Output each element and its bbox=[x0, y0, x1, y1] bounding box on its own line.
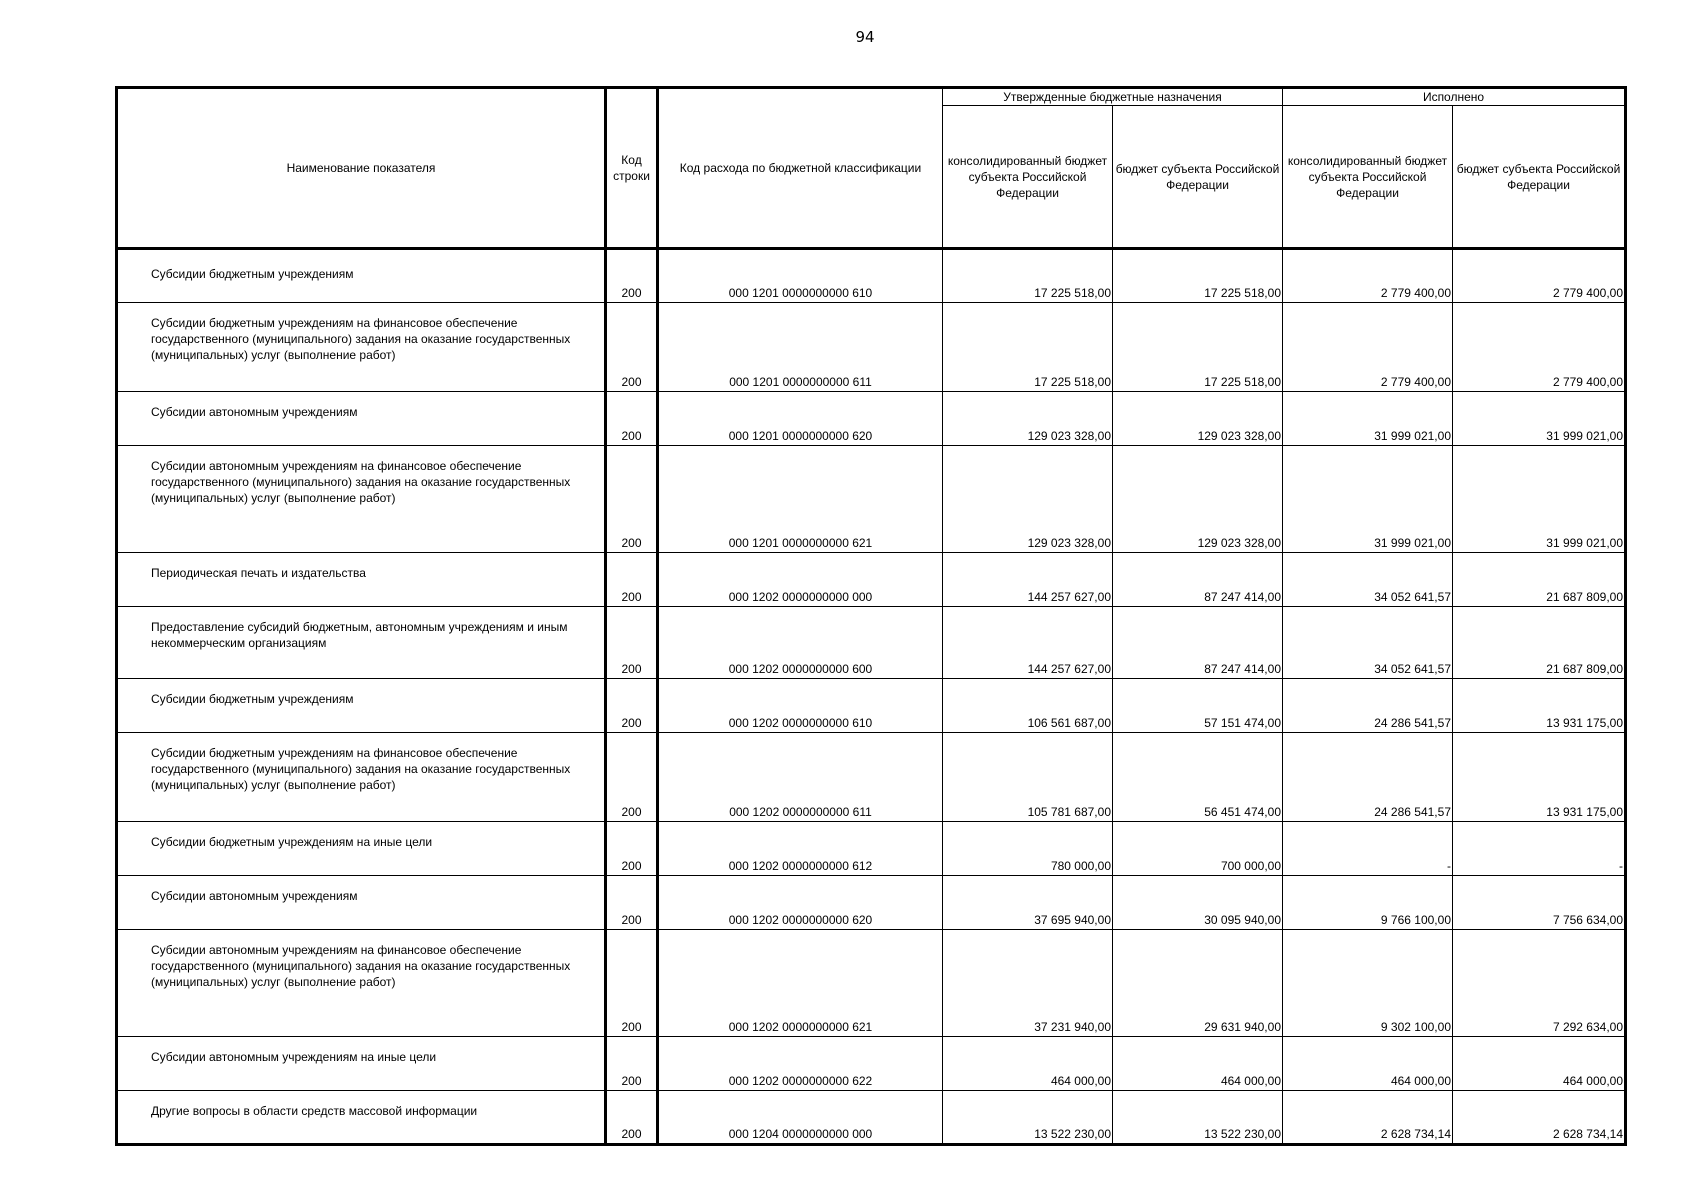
table-row bbox=[117, 249, 1626, 303]
row-name: Субсидии автономным учреждениям на финансовое обеспечение государственного (муниципального) задания на оказание государственных (муниципальных) услуг (выполнение работ) bbox=[117, 930, 606, 1037]
row-budget-code: 000 1201 0000000000 620 bbox=[658, 392, 943, 446]
page-number: 94 bbox=[855, 28, 875, 46]
row-approved-subject: 30 095 940,00 bbox=[1113, 876, 1283, 930]
table-body bbox=[117, 249, 1626, 1145]
row-executed-consolidated: 24 286 541,57 bbox=[1283, 733, 1453, 822]
row-approved-consolidated: 37 231 940,00 bbox=[943, 930, 1113, 1037]
row-approved-consolidated: 144 257 627,00 bbox=[943, 607, 1113, 679]
row-executed-subject: 31 999 021,00 bbox=[1453, 446, 1626, 553]
row-executed-subject: 7 756 634,00 bbox=[1453, 876, 1626, 930]
row-line-code: 200 bbox=[606, 733, 658, 822]
row-approved-subject: 57 151 474,00 bbox=[1113, 679, 1283, 733]
row-name: Субсидии бюджетным учреждениям bbox=[117, 679, 606, 733]
row-approved-subject: 29 631 940,00 bbox=[1113, 930, 1283, 1037]
row-name: Предоставление субсидий бюджетным, автономным учреждениям и иным некоммерческим организациям bbox=[117, 607, 606, 679]
row-budget-code: 000 1202 0000000000 610 bbox=[658, 679, 943, 733]
row-approved-consolidated: 129 023 328,00 bbox=[943, 392, 1113, 446]
row-approved-subject: 17 225 518,00 bbox=[1113, 303, 1283, 392]
header-executed-consolidated: консолидированный бюджет субъекта Российской Федерации bbox=[1283, 106, 1453, 249]
row-approved-subject: 17 225 518,00 bbox=[1113, 249, 1283, 303]
row-approved-consolidated: 37 695 940,00 bbox=[943, 876, 1113, 930]
header-line-code: Код строки bbox=[606, 88, 658, 249]
row-line-code: 200 bbox=[606, 303, 658, 392]
row-approved-subject: 56 451 474,00 bbox=[1113, 733, 1283, 822]
row-executed-subject: 13 931 175,00 bbox=[1453, 733, 1626, 822]
row-budget-code: 000 1202 0000000000 611 bbox=[658, 733, 943, 822]
row-line-code: 200 bbox=[606, 553, 658, 607]
row-approved-subject: 13 522 230,00 bbox=[1113, 1091, 1283, 1145]
row-budget-code: 000 1202 0000000000 612 bbox=[658, 822, 943, 876]
row-executed-consolidated: 2 779 400,00 bbox=[1283, 303, 1453, 392]
row-executed-consolidated: 9 302 100,00 bbox=[1283, 930, 1453, 1037]
row-approved-subject: 129 023 328,00 bbox=[1113, 392, 1283, 446]
row-line-code: 200 bbox=[606, 1037, 658, 1091]
row-executed-consolidated: 34 052 641,57 bbox=[1283, 553, 1453, 607]
row-line-code: 200 bbox=[606, 876, 658, 930]
header-budget-code: Код расхода по бюджетной классификации bbox=[658, 88, 943, 249]
row-executed-subject: 464 000,00 bbox=[1453, 1037, 1626, 1091]
header-name: Наименование показателя bbox=[117, 88, 606, 249]
row-line-code: 200 bbox=[606, 607, 658, 679]
row-line-code: 200 bbox=[606, 679, 658, 733]
row-approved-consolidated: 13 522 230,00 bbox=[943, 1091, 1113, 1145]
header-approved-subject: бюджет субъекта Российской Федерации bbox=[1113, 106, 1283, 249]
table-row bbox=[117, 733, 1626, 822]
row-approved-consolidated: 464 000,00 bbox=[943, 1037, 1113, 1091]
row-line-code: 200 bbox=[606, 392, 658, 446]
row-approved-subject: 464 000,00 bbox=[1113, 1037, 1283, 1091]
table-row bbox=[117, 1091, 1626, 1145]
header-executed-subject: бюджет субъекта Российской Федерации bbox=[1453, 106, 1626, 249]
budget-execution-table bbox=[115, 86, 1627, 1146]
row-executed-consolidated: 9 766 100,00 bbox=[1283, 876, 1453, 930]
row-approved-consolidated: 144 257 627,00 bbox=[943, 553, 1113, 607]
row-name: Другие вопросы в области средств массовой информации bbox=[117, 1091, 606, 1145]
row-line-code: 200 bbox=[606, 930, 658, 1037]
row-approved-subject: 87 247 414,00 bbox=[1113, 553, 1283, 607]
row-approved-consolidated: 105 781 687,00 bbox=[943, 733, 1113, 822]
row-line-code: 200 bbox=[606, 249, 658, 303]
row-name: Субсидии автономным учреждениям bbox=[117, 392, 606, 446]
row-executed-consolidated: 34 052 641,57 bbox=[1283, 607, 1453, 679]
row-name: Субсидии бюджетным учреждениям на финансовое обеспечение государственного (муниципального) задания на оказание государственных (муниципальных) услуг (выполнение работ) bbox=[117, 733, 606, 822]
row-name: Субсидии автономным учреждениям на финансовое обеспечение государственного (муниципального) задания на оказание государственных (муниципальных) услуг (выполнение работ) bbox=[117, 446, 606, 553]
row-budget-code: 000 1202 0000000000 600 bbox=[658, 607, 943, 679]
row-name: Субсидии автономным учреждениям bbox=[117, 876, 606, 930]
table-row bbox=[117, 446, 1626, 553]
row-executed-consolidated: 24 286 541,57 bbox=[1283, 679, 1453, 733]
row-approved-consolidated: 17 225 518,00 bbox=[943, 303, 1113, 392]
row-approved-consolidated: 17 225 518,00 bbox=[943, 249, 1113, 303]
row-executed-subject: - bbox=[1453, 822, 1626, 876]
row-executed-consolidated: 2 779 400,00 bbox=[1283, 249, 1453, 303]
row-budget-code: 000 1202 0000000000 621 bbox=[658, 930, 943, 1037]
table-row bbox=[117, 553, 1626, 607]
row-executed-subject: 7 292 634,00 bbox=[1453, 930, 1626, 1037]
header-approved-consolidated: консолидированный бюджет субъекта Российской Федерации bbox=[943, 106, 1113, 249]
table-row bbox=[117, 679, 1626, 733]
row-executed-subject: 21 687 809,00 bbox=[1453, 553, 1626, 607]
table-row bbox=[117, 1037, 1626, 1091]
table-row bbox=[117, 930, 1626, 1037]
row-executed-subject: 31 999 021,00 bbox=[1453, 392, 1626, 446]
row-approved-subject: 129 023 328,00 bbox=[1113, 446, 1283, 553]
row-budget-code: 000 1202 0000000000 000 bbox=[658, 553, 943, 607]
row-budget-code: 000 1204 0000000000 000 bbox=[658, 1091, 943, 1145]
row-executed-subject: 13 931 175,00 bbox=[1453, 679, 1626, 733]
row-executed-consolidated: 31 999 021,00 bbox=[1283, 446, 1453, 553]
row-name: Субсидии бюджетным учреждениям на финансовое обеспечение государственного (муниципального) задания на оказание государственных (муниципальных) услуг (выполнение работ) bbox=[117, 303, 606, 392]
header-approved-group: Утвержденные бюджетные назначения bbox=[943, 88, 1283, 106]
row-name: Субсидии автономным учреждениям на иные цели bbox=[117, 1037, 606, 1091]
row-approved-consolidated: 106 561 687,00 bbox=[943, 679, 1113, 733]
table-row bbox=[117, 392, 1626, 446]
row-line-code: 200 bbox=[606, 446, 658, 553]
header-executed-group: Исполнено bbox=[1283, 88, 1626, 106]
row-executed-subject: 21 687 809,00 bbox=[1453, 607, 1626, 679]
row-budget-code: 000 1201 0000000000 621 bbox=[658, 446, 943, 553]
row-budget-code: 000 1201 0000000000 610 bbox=[658, 249, 943, 303]
row-approved-consolidated: 129 023 328,00 bbox=[943, 446, 1113, 553]
row-budget-code: 000 1202 0000000000 622 bbox=[658, 1037, 943, 1091]
row-name: Субсидии бюджетным учреждениям bbox=[117, 249, 606, 303]
row-executed-consolidated: 31 999 021,00 bbox=[1283, 392, 1453, 446]
row-executed-subject: 2 628 734,14 bbox=[1453, 1091, 1626, 1145]
row-budget-code: 000 1201 0000000000 611 bbox=[658, 303, 943, 392]
row-budget-code: 000 1202 0000000000 620 bbox=[658, 876, 943, 930]
row-executed-consolidated: 464 000,00 bbox=[1283, 1037, 1453, 1091]
row-line-code: 200 bbox=[606, 822, 658, 876]
row-approved-consolidated: 780 000,00 bbox=[943, 822, 1113, 876]
row-name: Периодическая печать и издательства bbox=[117, 553, 606, 607]
row-executed-subject: 2 779 400,00 bbox=[1453, 249, 1626, 303]
row-executed-subject: 2 779 400,00 bbox=[1453, 303, 1626, 392]
table-row bbox=[117, 607, 1626, 679]
table-row bbox=[117, 822, 1626, 876]
row-name: Субсидии бюджетным учреждениям на иные цели bbox=[117, 822, 606, 876]
table-row bbox=[117, 876, 1626, 930]
row-executed-consolidated: - bbox=[1283, 822, 1453, 876]
row-approved-subject: 87 247 414,00 bbox=[1113, 607, 1283, 679]
row-approved-subject: 700 000,00 bbox=[1113, 822, 1283, 876]
row-executed-consolidated: 2 628 734,14 bbox=[1283, 1091, 1453, 1145]
table-row bbox=[117, 303, 1626, 392]
row-line-code: 200 bbox=[606, 1091, 658, 1145]
